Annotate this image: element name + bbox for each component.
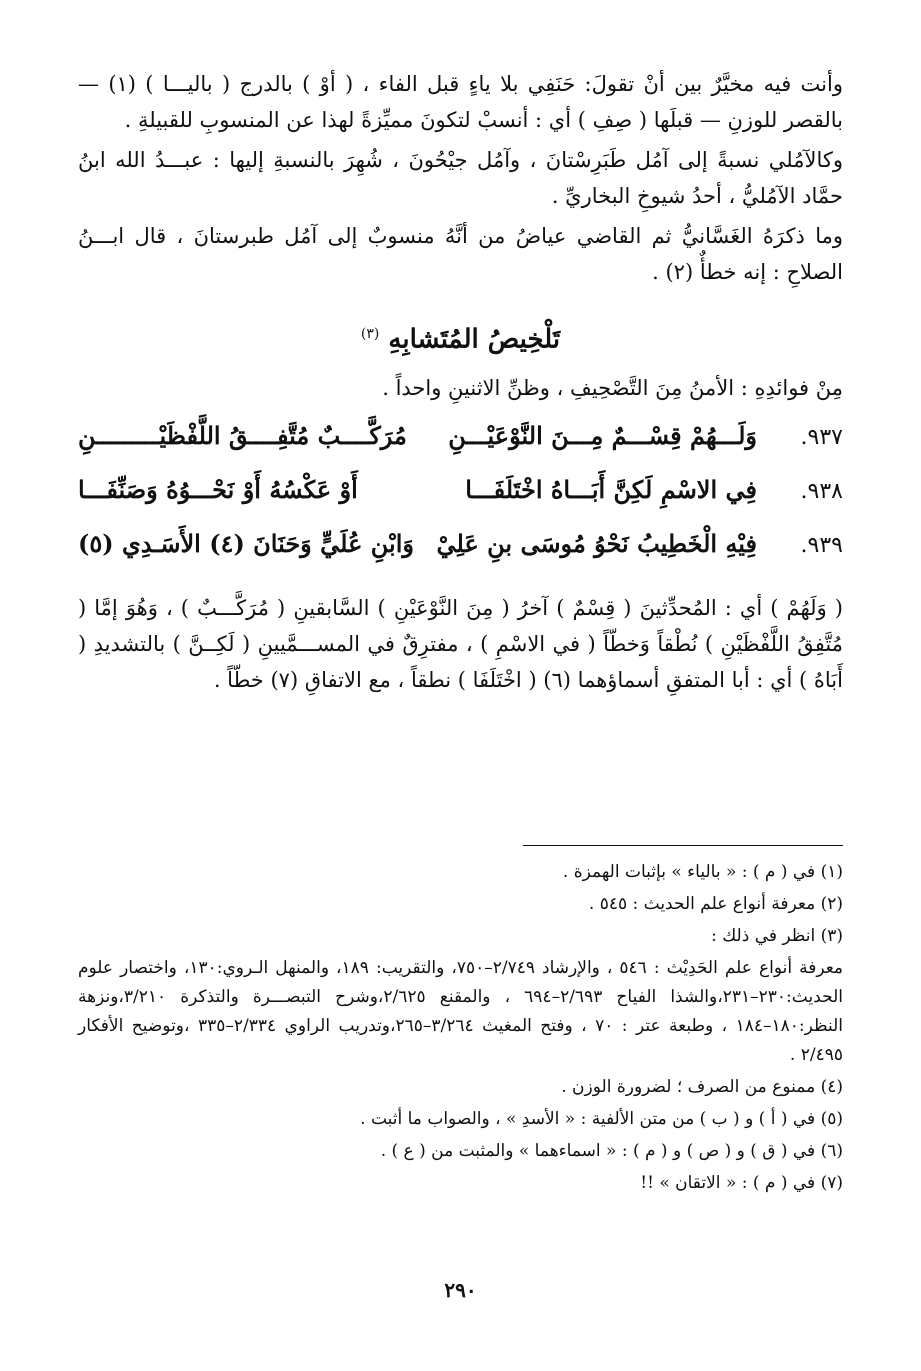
section-intro: مِنْ فوائدِهِ : الأمنُ مِنَ التَّصْحِيفِ ، وظنِّ الاثنينِ واحداً . xyxy=(382,375,843,400)
verse-first-hemistich: وَلَـــهُمْ قِسْـــمٌ مِـــنَ النَّوْعَيْـــنِ xyxy=(448,420,757,450)
footnote: (٧) في ( م ) : « الاتقان » !! xyxy=(640,1173,843,1193)
section-title-text: تَلْخِيصُ المُتَشابِهِ xyxy=(388,324,561,355)
verse-line xyxy=(78,526,843,580)
footnote-separator xyxy=(523,845,843,846)
main-text xyxy=(78,66,843,702)
footnote: (٤) ممنوع من الصرف ؛ لضرورة الوزن . xyxy=(561,1077,843,1097)
verse-second-hemistich: أَوْ عَكْسُهُ أَوْ نَحْـــوُهُ وَصَنِّفَـــا xyxy=(78,474,358,504)
paragraph: وأنت فيه مخيَّرٌ بين أنْ تقولَ: حَنَفِي بلا ياءٍ قبل الفاء ، ( أوْ ) بالدرج ( باليـــا ) (١) — بالقصر للوزنِ — قبلَها ( صِفِ ) أي : أنسبْ لتكونَ مميِّزةً لهذا عن المنسوبِ للقبيلةِ . xyxy=(78,72,843,132)
footnote: (٣) انظر في ذلك : xyxy=(711,926,843,946)
verse-first-hemistich: فِيْهِ الْخَطِيبُ نَحْوُ مُوسَى بنِ عَلِيْ xyxy=(436,528,757,558)
verse-first-hemistich: فِي الاسْمِ لَكِنَّ أَبَـــاهُ اخْتَلَفَـــا xyxy=(465,474,757,504)
section-title-note: (٣) xyxy=(360,326,380,342)
verse-line xyxy=(78,418,843,472)
footnote: (٦) في ( ق ) و ( ص ) و ( م ) : « اسماءهما » والمثبت من ( ع ) . xyxy=(380,1141,843,1161)
section-title xyxy=(78,316,843,358)
verse-second-hemistich: وَابْنِ عُلَيٍّ وَحَنَانَ (٤) الأَسَـدِي (٥) xyxy=(78,528,414,558)
commentary-paragraph: ( وَلَهُمْ ) أي : المُحدِّثينَ ( قِسْمٌ ) آخرُ ( مِنَ النَّوْعَيْنِ ) السَّابقينِ ( مُرَكَّـــبٌ ) ، وَهُوَ إمَّا ( مُتَّفِقُ اللَّفْظَيْنِ ) نُطْقاً وَخطّاً ( في الاسْمِ ) ، مفترِقٌ في المســـمَّيينِ ( لَكِــنَّ ) بالتشديدِ ( أَبَاهُ ) أي : أبا المتفقِ أسماؤهما (٦) ( اخْتَلَفَا ) نطقاً ، مع الاتفاقِ (٧) خطّاً . xyxy=(78,595,843,692)
page-number: ٢٩٠ xyxy=(444,1278,477,1302)
verse-line xyxy=(78,472,843,526)
footnote-continuation: معرفة أنواع علم الحَدِيْث : ٥٤٦ ، والإرشاد ٢/٧٤٩–٧٥٠، والتقريب: ١٨٩، والمنهل الـروي:١٣٠، واختصار علوم الحديث:٢٣٠–٢٣١،والشذا الفياح ٢/٦٩٣–٦٩٤ ، والمقنع ٢/٦٢٥،وشرح التبصـــرة والتذكرة ٣/٢١٠،ونزهة النظر:١٨٠–١٨٤ ، وطبعة عتر : ٧٠ ، وفتح المغيث ٣/٢٦٤–٢٦٥،وتدريب الراوي ٢/٣٣٤–٣٣٥ ،وتوضيح الأفكار ٢/٤٩٥ . xyxy=(78,958,844,1065)
footnote: (٥) في ( أ ) و ( ب ) من متن الألفية : « الأسدِ » ، والصواب ما أثبت . xyxy=(360,1109,843,1129)
footnotes xyxy=(78,858,843,1201)
verse-number: ٩٣٨. xyxy=(800,478,843,504)
footnote: (٢) معرفة أنواع علم الحديث : ٥٤٥ . xyxy=(588,894,843,914)
verse-number: ٩٣٧. xyxy=(800,424,843,450)
verse-second-hemistich: مُرَكَّــــبٌ مُتَّفِــــقُ اللَّفْظَيْـــــــــنِ xyxy=(78,420,407,450)
footnote: (١) في ( م ) : « بالياء » بإثبات الهمزة . xyxy=(562,862,843,882)
paragraph: وما ذكرَهُ الغَسَّانيُّ ثم القاضي عياضُ من أنَّهُ منسوبٌ إلى آمُل طبرستانَ ، قال ابـــنُ الصلاحِ : إنه خطأٌ (٢) . xyxy=(78,224,843,284)
verse-number: ٩٣٩. xyxy=(800,532,843,558)
paragraph: وكالآمُلي نسبةً إلى آمُل طَبَرِسْتانَ ، وآمُل جيْحُونَ ، شُهِرَ بالنسبةِ إليها : عبـــدُ الله ابنُ حمَّاد الآمُليُّ ، أحدُ شيوخِ البخاريِّ . xyxy=(78,148,843,208)
